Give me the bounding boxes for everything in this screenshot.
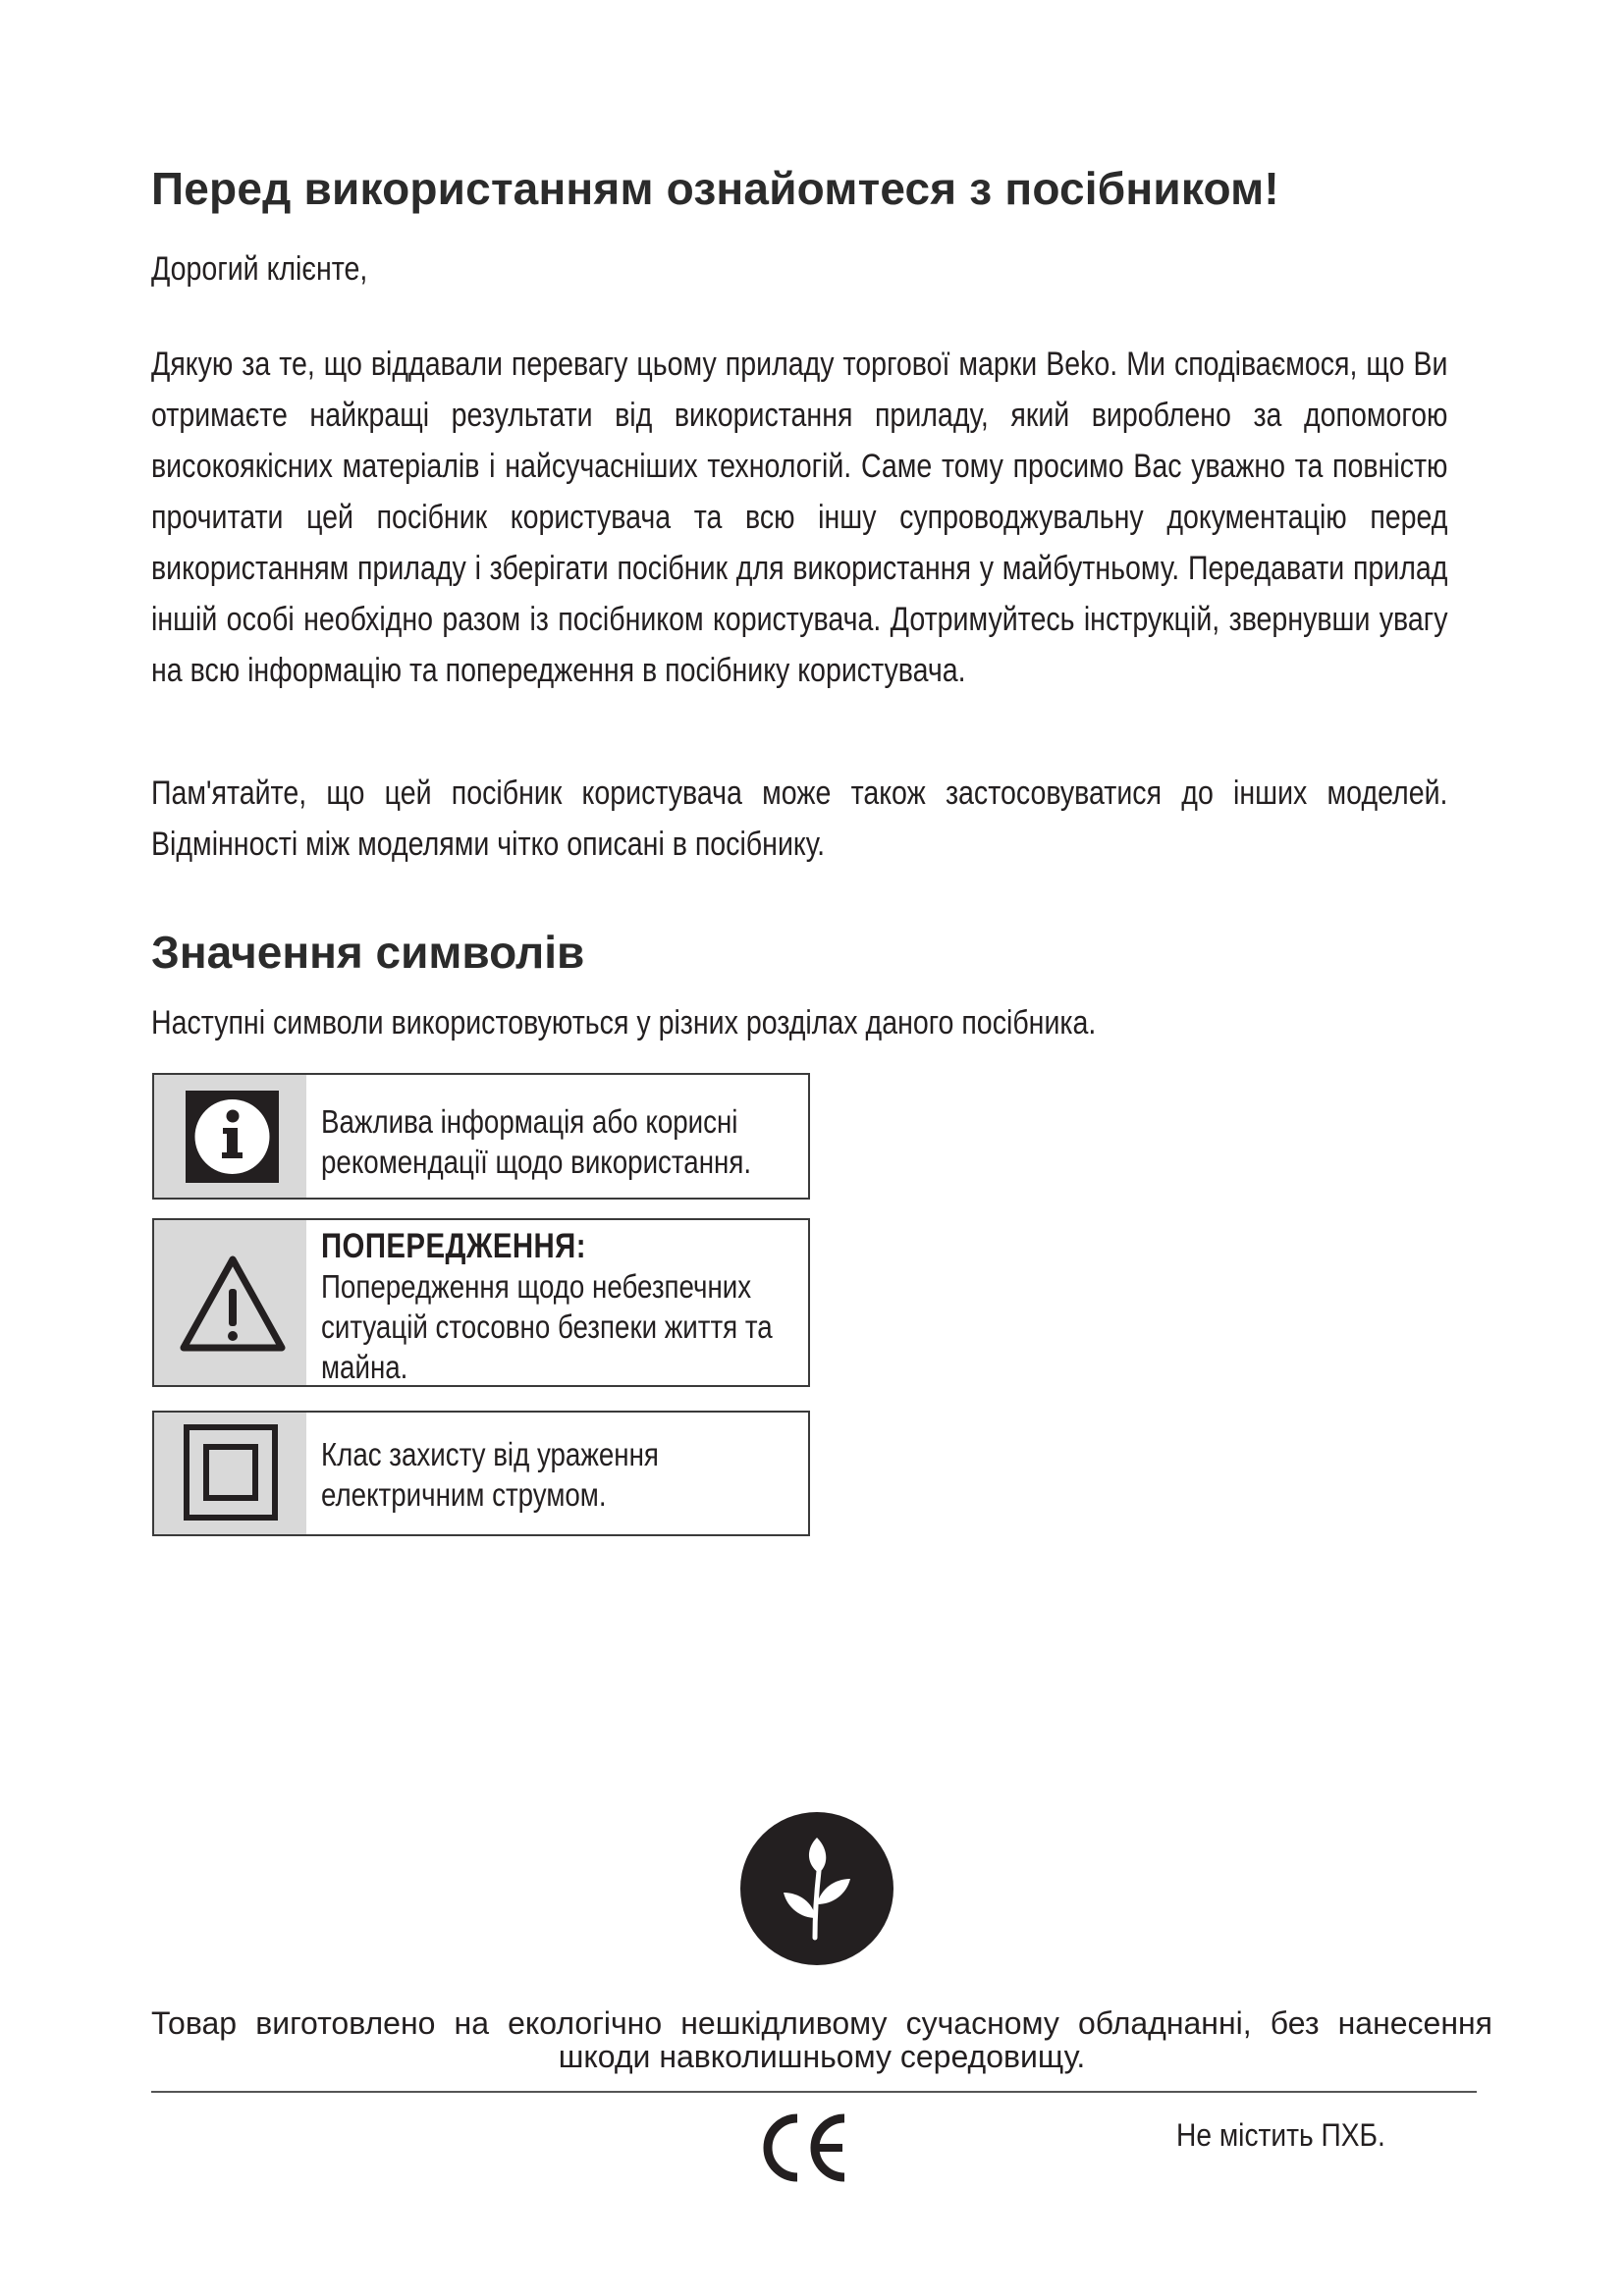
intro-paragraph: Дякую за те, що віддавали перевагу цьому приладу торгової марки Beko. Ми сподіваємося, що Ви отримаєте найкращі результати від використання приладу, який вироблено за допомогою високоякісних матеріалів і найсучасніших технологій. Саме тому просимо Вас уважно та повністю прочитати цей посібник користувача та всю іншу супроводжувальну документацію перед використанням приладу і зберігати посібник для використання у майбутньому. Передавати прилад іншій особі необхідно разом із посібником користувача. Дотримуйтесь інструкцій, звернувши увагу на всю інформацію та попередження в посібнику користувача. [151,346,1448,689]
warning-icon [154,1220,306,1385]
greeting: Дорогий клієнте, [151,250,368,288]
symbols-heading: Значення символів [151,927,585,978]
symbol-info-text: Важлива інформація або корисні рекомендації щодо використання. [321,1103,752,1180]
protection-class-icon [154,1413,306,1534]
leaf-icon [738,1810,895,1972]
divider [151,2091,1477,2093]
symbol-box-info [152,1073,810,1200]
page-title: Перед використанням ознайомтеся з посібником! [151,163,1279,214]
symbol-warning-text: Попередження щодо небезпечних ситуацій стосовно безпеки життя та майна. [321,1268,773,1385]
symbol-box-protection-class [152,1411,810,1536]
symbols-intro: Наступні символи використовуються у різних розділах даного посібника. [151,1004,1097,1041]
warning-title: ПОПЕРЕДЖЕННЯ: [321,1227,586,1265]
info-icon [154,1075,306,1198]
ce-mark-icon [758,2109,852,2192]
symbol-protection-text: Клас захисту від ураження електричним струмом. [321,1436,659,1513]
models-note-paragraph: Пам'ятайте, що цей посібник користувача може також застосовуватися до інших моделей. Відмінності між моделями чітко описані в посібнику. [151,774,1448,863]
symbol-box-warning [152,1218,810,1387]
pcb-notice: Не містить ПХБ. [1176,2117,1385,2153]
symbol-warning-content [321,1226,799,1387]
eco-statement: Товар виготовлено на екологічно нешкідливому сучасному обладнанні, без нанесення шкоди навколишньому середовищу. [151,2005,1492,2074]
